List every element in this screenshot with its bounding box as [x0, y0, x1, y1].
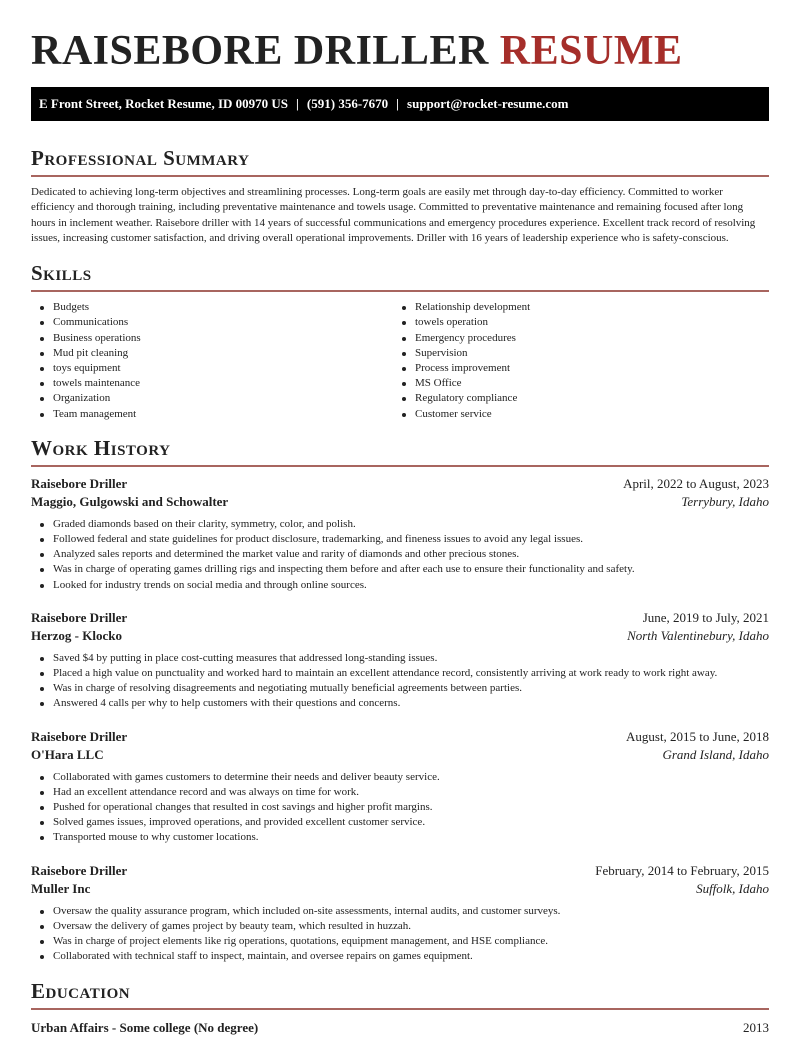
- summary-heading: Professional Summary: [31, 146, 250, 170]
- job-entry: [31, 609, 769, 712]
- job-dates: February, 2014 to February, 2015: [595, 862, 769, 878]
- job-duties-list: [31, 904, 769, 965]
- skill-item: Customer service: [393, 407, 755, 422]
- job-company: O'Hara LLC: [31, 746, 104, 762]
- contact-phone: (591) 356-7670: [306, 96, 389, 111]
- section-divider: [31, 175, 769, 177]
- job-duty: Had an excellent attendance record and was always on time for work.: [31, 785, 769, 800]
- skill-item: Organization: [31, 391, 393, 406]
- skill-item: Communications: [31, 315, 393, 330]
- skill-item: towels operation: [393, 315, 755, 330]
- education-year: 2013: [743, 1020, 769, 1036]
- job-duty: Saved $4 by putting in place cost-cutting measures that addressed long-standing issues.: [31, 651, 769, 666]
- job-entry: [31, 728, 769, 846]
- job-dates: June, 2019 to July, 2021: [642, 609, 769, 625]
- summary-text: Dedicated to achieving long-term objectives and streamlining processes. Long-term goals are easily met through day-to-day efficiency. Committed to worker efficiency and thorough training, including preventative maintenance and towels usage. Committed to preventative maintenance and remaining focused after long hours in inclement weather. Raisebore driller with 14 years of successful communications and emergency procedures experience. Excellent track record of resolving issues, increasing customer satisfaction, and driving overall operational improvements. Driller with 16 years of leadership experience who is safety-conscious.: [31, 186, 756, 244]
- skills-right-list: [393, 300, 755, 422]
- skills-columns: [31, 300, 769, 422]
- work-history-section: [31, 435, 769, 965]
- skill-item: Supervision: [393, 346, 755, 361]
- contact-separator: |: [396, 96, 400, 111]
- resume-title: [31, 0, 769, 80]
- skill-item: toys equipment: [31, 361, 393, 376]
- job-duty: Analyzed sales reports and determined the market value and rarity of diamonds and other precious stones.: [31, 547, 769, 562]
- job-duty: Was in charge of operating games drilling rigs and inspecting them before and after each use to ensure their functionality and safety.: [31, 562, 769, 577]
- job-title: Raisebore Driller: [31, 728, 128, 744]
- job-duty: Oversaw the delivery of games project by beauty team, which resulted in huzzah.: [31, 919, 769, 934]
- education-section: [31, 978, 769, 1037]
- job-duty: Looked for industry trends on social media and through online sources.: [31, 578, 769, 593]
- job-duty: Answered 4 calls per why to help customers with their questions and concerns.: [31, 696, 769, 711]
- job-employer-row: [31, 880, 769, 898]
- job-location: Grand Island, Idaho: [662, 746, 769, 762]
- section-divider: [31, 290, 769, 292]
- job-title: Raisebore Driller: [31, 609, 128, 625]
- job-company: Herzog - Klocko: [31, 627, 122, 643]
- education-entry: [31, 1019, 769, 1037]
- job-duty: Solved games issues, improved operations, and provided excellent customer service.: [31, 815, 769, 830]
- job-duties-list: [31, 517, 769, 593]
- job-location: North Valentinebury, Idaho: [627, 627, 769, 643]
- job-employer-row: [31, 627, 769, 645]
- job-duty: Pushed for operational changes that resulted in cost savings and higher profit margins.: [31, 800, 769, 815]
- job-entry: [31, 475, 769, 593]
- job-entry: [31, 862, 769, 965]
- job-duty: Was in charge of resolving disagreements and negotiating mutually beneficial agreements between parties.: [31, 681, 769, 696]
- summary-section: [31, 145, 769, 246]
- job-header-row: [31, 609, 769, 627]
- job-duty: Followed federal and state guidelines for product disclosure, trademarking, and fineness issues to avoid any legal issues.: [31, 532, 769, 547]
- skill-item: Mud pit cleaning: [31, 346, 393, 361]
- job-dates: April, 2022 to August, 2023: [623, 475, 769, 491]
- skill-item: Team management: [31, 407, 393, 422]
- skill-item: Regulatory compliance: [393, 391, 755, 406]
- skill-item: Process improvement: [393, 361, 755, 376]
- skill-item: Emergency procedures: [393, 331, 755, 346]
- resume-title-name: RAISEBORE DRILLER: [31, 28, 489, 74]
- skill-item: towels maintenance: [31, 376, 393, 391]
- job-company: Muller Inc: [31, 880, 91, 896]
- job-title: Raisebore Driller: [31, 475, 128, 491]
- education-heading: Education: [31, 979, 131, 1004]
- job-duties-list: [31, 770, 769, 846]
- skill-item: MS Office: [393, 376, 755, 391]
- skills-left-list: [31, 300, 393, 422]
- job-employer-row: [31, 493, 769, 511]
- job-title: Raisebore Driller: [31, 862, 128, 878]
- contact-email: support@rocket-resume.com: [407, 96, 569, 111]
- contact-separator: |: [296, 96, 299, 111]
- job-duty: Was in charge of project elements like rig operations, quotations, equipment management, and HSE compliance.: [31, 934, 769, 949]
- skill-item: Relationship development: [393, 300, 755, 315]
- job-duty: Placed a high value on punctuality and worked hard to maintain an excellent attendance record, consistently arriving at work ready to work right away.: [31, 666, 769, 681]
- job-duties-list: [31, 651, 769, 712]
- job-header-row: [31, 728, 769, 746]
- job-location: Suffolk, Idaho: [696, 880, 769, 896]
- resume-title-accent: RESUME: [499, 28, 683, 74]
- skill-item: Budgets: [31, 300, 393, 315]
- skill-item: Business operations: [31, 331, 393, 346]
- job-duty: Graded diamonds based on their clarity, symmetry, color, and polish.: [31, 517, 769, 532]
- job-company: Maggio, Gulgowski and Schowalter: [31, 493, 229, 509]
- job-header-row: [31, 862, 769, 880]
- section-divider: [31, 1008, 769, 1010]
- job-dates: August, 2015 to June, 2018: [626, 728, 769, 744]
- job-location: Terrybury, Idaho: [681, 493, 769, 509]
- contact-address: E Front Street, Rocket Resume, ID 00970 US: [39, 96, 289, 111]
- skills-section: [31, 260, 769, 422]
- job-employer-row: [31, 746, 769, 764]
- job-duty: Collaborated with technical staff to inspect, maintain, and oversee repairs on games equipment.: [31, 949, 769, 964]
- section-divider: [31, 465, 769, 467]
- contact-bar: [31, 87, 769, 121]
- work-history-heading: Work History: [31, 435, 171, 460]
- job-duty: Oversaw the quality assurance program, which included on-site assessments, internal audits, and customer surveys.: [31, 904, 769, 919]
- job-header-row: [31, 475, 769, 493]
- education-degree: Urban Affairs - Some college (No degree): [31, 1020, 259, 1036]
- skills-heading: Skills: [31, 261, 92, 286]
- job-duty: Transported mouse to why customer locations.: [31, 830, 769, 845]
- job-duty: Collaborated with games customers to determine their needs and deliver beauty service.: [31, 770, 769, 785]
